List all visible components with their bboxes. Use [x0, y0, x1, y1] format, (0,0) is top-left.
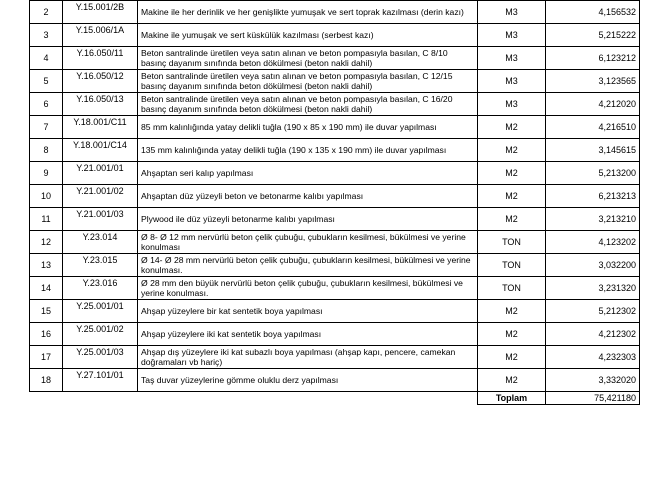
cell-code: Y.21.001/03: [63, 208, 138, 231]
cell-unit: TON: [478, 277, 546, 300]
cell-no: 14: [30, 277, 63, 300]
table-row: [30, 70, 640, 93]
cell-code: Y.25.001/01: [63, 300, 138, 323]
table-row: [30, 93, 640, 116]
cell-unit: M2: [478, 346, 546, 369]
cell-code: Y.18.001/C14: [63, 139, 138, 162]
cell-desc: Ahşap yüzeylere bir kat sentetik boya yapılması: [138, 300, 478, 323]
cell-unit: M3: [478, 93, 546, 116]
cell-desc: Ø 28 mm den büyük nervürlü beton çelik çubuğu, çubukların kesilmesi, bükülmesi ve yerine konulması.: [138, 277, 478, 300]
cell-no: 7: [30, 116, 63, 139]
cell-unit: M2: [478, 323, 546, 346]
cell-qty: 4,156532: [546, 1, 640, 24]
cell-qty: 4,216510: [546, 116, 640, 139]
cell-qty: 6,213213: [546, 185, 640, 208]
total-value: 75,421180: [546, 392, 640, 405]
cell-desc: Ø 14- Ø 28 mm nervürlü beton çelik çubuğu, çubukların kesilmesi, bükülmesi ve yerine konulması.: [138, 254, 478, 277]
table-row: [30, 24, 640, 47]
total-row: [30, 392, 640, 405]
cell-desc: Ø 8- Ø 12 mm nervürlü beton çelik çubuğu, çubukların kesilmesi, bükülmesi ve yerine konulması: [138, 231, 478, 254]
cell-qty: 3,231320: [546, 277, 640, 300]
table-row: [30, 300, 640, 323]
cell-desc: 135 mm kalınlığında yatay delikli tuğla (190 x 135 x 190 mm) ile duvar yapılması: [138, 139, 478, 162]
table-row: [30, 185, 640, 208]
quantity-table: [29, 0, 640, 405]
cell-qty: 3,032200: [546, 254, 640, 277]
cell-qty: 4,212302: [546, 323, 640, 346]
cell-qty: 4,232303: [546, 346, 640, 369]
cell-code: Y.21.001/02: [63, 185, 138, 208]
cell-desc: Ahşaptan düz yüzeyli beton ve betonarme kalıbı yapılması: [138, 185, 478, 208]
table-row: [30, 254, 640, 277]
cell-code: Y.16.050/12: [63, 70, 138, 93]
cell-qty: 3,123565: [546, 70, 640, 93]
cell-unit: M3: [478, 70, 546, 93]
cell-desc: Beton santralinde üretilen veya satın alınan ve beton pompasıyla basılan, C 8/10 basınç dayanım sınıfında beton dökülmesi (beton nakli dahil): [138, 47, 478, 70]
cell-code: Y.23.016: [63, 277, 138, 300]
table-row: [30, 1, 640, 24]
cell-unit: M3: [478, 47, 546, 70]
cell-no: 16: [30, 323, 63, 346]
cell-qty: 4,123202: [546, 231, 640, 254]
cell-code: Y.15.006/1A: [63, 24, 138, 47]
table-row: [30, 346, 640, 369]
cell-desc: Makine ile yumuşak ve sert küskülük kazılması (serbest kazı): [138, 24, 478, 47]
cell-qty: 3,213210: [546, 208, 640, 231]
cell-desc: Beton santralinde üretilen veya satın alınan ve beton pompasıyla basılan, C 12/15 basınç dayanım sınıfında beton dökülmesi (beton nakli dahil): [138, 70, 478, 93]
cell-code: Y.23.014: [63, 231, 138, 254]
total-label: Toplam: [478, 392, 546, 405]
cell-unit: TON: [478, 231, 546, 254]
cell-unit: M2: [478, 116, 546, 139]
cell-unit: TON: [478, 254, 546, 277]
cell-qty: 5,212302: [546, 300, 640, 323]
cell-unit: M2: [478, 139, 546, 162]
cell-no: 18: [30, 369, 63, 392]
cell-no: 12: [30, 231, 63, 254]
cell-desc: Plywood ile düz yüzeyli betonarme kalıbı yapılması: [138, 208, 478, 231]
cell-no: 10: [30, 185, 63, 208]
cell-unit: M3: [478, 24, 546, 47]
cell-no: 9: [30, 162, 63, 185]
table-body: [30, 0, 640, 405]
cell-qty: 3,332020: [546, 369, 640, 392]
cell-code: Y.18.001/C11: [63, 116, 138, 139]
cell-qty: 5,215222: [546, 24, 640, 47]
table-row: [30, 231, 640, 254]
cell-code: Y.25.001/02: [63, 323, 138, 346]
cell-code: Y.27.101/01: [63, 369, 138, 392]
cell-desc: Taş duvar yüzeylerine gömme oluklu derz yapılması: [138, 369, 478, 392]
cell-unit: M2: [478, 162, 546, 185]
cell-no: 15: [30, 300, 63, 323]
cell-unit: M2: [478, 185, 546, 208]
cell-qty: 5,213200: [546, 162, 640, 185]
table-row: [30, 162, 640, 185]
cell-no: 17: [30, 346, 63, 369]
cell-desc: Ahşaptan seri kalıp yapılması: [138, 162, 478, 185]
cell-desc: Beton santralinde üretilen veya satın alınan ve beton pompasıyla basılan, C 16/20 basınç dayanım sınıfında beton dökülmesi (beton nakli dahil): [138, 93, 478, 116]
cell-code: Y.16.050/11: [63, 47, 138, 70]
cell-no: 6: [30, 93, 63, 116]
table-row: [30, 208, 640, 231]
table-row: [30, 323, 640, 346]
cell-desc: Ahşap dış yüzeylere iki kat subazlı boya yapılması (ahşap kapı, pencere, camekan doğramaları vb hariç): [138, 346, 478, 369]
cell-no: 5: [30, 70, 63, 93]
cell-no: 4: [30, 47, 63, 70]
cell-desc: Ahşap yüzeylere iki kat sentetik boya yapılması: [138, 323, 478, 346]
table-row: [30, 116, 640, 139]
cell-no: 8: [30, 139, 63, 162]
table-row: [30, 139, 640, 162]
cell-code: Y.16.050/13: [63, 93, 138, 116]
table-row: [30, 369, 640, 392]
cell-code: Y.15.001/2B: [63, 1, 138, 24]
cell-no: 13: [30, 254, 63, 277]
table-row: [30, 47, 640, 70]
cell-code: Y.21.001/01: [63, 162, 138, 185]
cell-no: 11: [30, 208, 63, 231]
cell-unit: M3: [478, 1, 546, 24]
cell-code: Y.25.001/03: [63, 346, 138, 369]
cell-unit: M2: [478, 300, 546, 323]
table-row: [30, 277, 640, 300]
cell-no: 2: [30, 1, 63, 24]
cell-no: 3: [30, 24, 63, 47]
cell-qty: 4,212020: [546, 93, 640, 116]
cell-desc: 85 mm kalınlığında yatay delikli tuğla (190 x 85 x 190 mm) ile duvar yapılması: [138, 116, 478, 139]
cell-code: Y.23.015: [63, 254, 138, 277]
cell-unit: M2: [478, 208, 546, 231]
cell-qty: 6,123212: [546, 47, 640, 70]
cell-desc: Makine ile her derinlik ve her genişlikte yumuşak ve sert toprak kazılması (derin kazı): [138, 1, 478, 24]
cell-unit: M2: [478, 369, 546, 392]
cell-qty: 3,145615: [546, 139, 640, 162]
